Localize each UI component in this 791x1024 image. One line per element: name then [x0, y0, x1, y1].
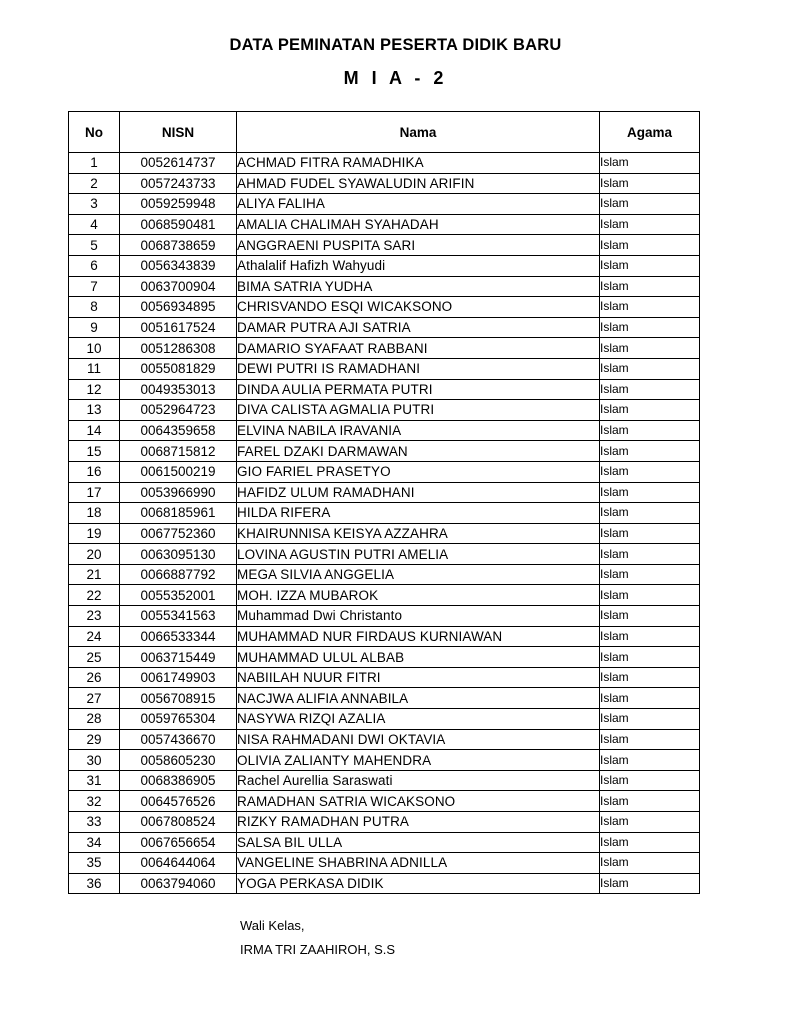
cell-no: 6	[69, 255, 120, 276]
cell-nama: HILDA RIFERA	[237, 503, 600, 524]
table-row	[69, 317, 700, 338]
table-row	[69, 647, 700, 668]
table-row	[69, 255, 700, 276]
cell-nisn: 0061500219	[120, 461, 237, 482]
cell-agama: Islam	[600, 770, 700, 791]
cell-no: 31	[69, 770, 120, 791]
cell-nisn: 0066533344	[120, 626, 237, 647]
cell-no: 12	[69, 379, 120, 400]
table-row	[69, 523, 700, 544]
cell-nisn: 0049353013	[120, 379, 237, 400]
table-row	[69, 729, 700, 750]
cell-nisn: 0063095130	[120, 544, 237, 565]
table-row	[69, 379, 700, 400]
cell-no: 36	[69, 873, 120, 894]
cell-nisn: 0063700904	[120, 276, 237, 297]
cell-nisn: 0055081829	[120, 358, 237, 379]
cell-nisn: 0052614737	[120, 153, 237, 174]
cell-no: 26	[69, 667, 120, 688]
cell-nisn: 0057243733	[120, 173, 237, 194]
table-row	[69, 214, 700, 235]
cell-nisn: 0061749903	[120, 667, 237, 688]
cell-agama: Islam	[600, 276, 700, 297]
cell-nama: FAREL DZAKI DARMAWAN	[237, 441, 600, 462]
cell-agama: Islam	[600, 729, 700, 750]
table-row	[69, 297, 700, 318]
cell-nisn: 0063715449	[120, 647, 237, 668]
table-row	[69, 709, 700, 730]
document-title: DATA PEMINATAN PESERTA DIDIK BARU	[229, 36, 562, 54]
cell-agama: Islam	[600, 358, 700, 379]
table-row	[69, 606, 700, 627]
cell-nisn: 0066887792	[120, 564, 237, 585]
table-row	[69, 235, 700, 256]
cell-nama: MOH. IZZA MUBAROK	[237, 585, 600, 606]
cell-nama: KHAIRUNNISA KEISYA AZZAHRA	[237, 523, 600, 544]
cell-nama: DIVA CALISTA AGMALIA PUTRI	[237, 400, 600, 421]
table-row	[69, 832, 700, 853]
cell-nama: BIMA SATRIA YUDHA	[237, 276, 600, 297]
cell-agama: Islam	[600, 647, 700, 668]
cell-nisn: 0068185961	[120, 503, 237, 524]
cell-nisn: 0055352001	[120, 585, 237, 606]
cell-agama: Islam	[600, 338, 700, 359]
table-row	[69, 853, 700, 874]
cell-agama: Islam	[600, 461, 700, 482]
cell-no: 8	[69, 297, 120, 318]
cell-no: 15	[69, 441, 120, 462]
cell-nama: LOVINA AGUSTIN PUTRI AMELIA	[237, 544, 600, 565]
cell-no: 11	[69, 358, 120, 379]
cell-no: 24	[69, 626, 120, 647]
cell-agama: Islam	[600, 400, 700, 421]
table-row	[69, 688, 700, 709]
table-row	[69, 750, 700, 771]
cell-no: 17	[69, 482, 120, 503]
cell-agama: Islam	[600, 482, 700, 503]
cell-no: 27	[69, 688, 120, 709]
cell-nama: ELVINA NABILA IRAVANIA	[237, 420, 600, 441]
signature-role: Wali Kelas,	[240, 918, 305, 933]
cell-nama: OLIVIA ZALIANTY MAHENDRA	[237, 750, 600, 771]
cell-nama: NACJWA ALIFIA ANNABILA	[237, 688, 600, 709]
cell-no: 20	[69, 544, 120, 565]
cell-nama: ACHMAD FITRA RAMADHIKA	[237, 153, 600, 174]
cell-no: 28	[69, 709, 120, 730]
cell-agama: Islam	[600, 626, 700, 647]
cell-nisn: 0059259948	[120, 194, 237, 215]
cell-no: 30	[69, 750, 120, 771]
cell-nisn: 0057436670	[120, 729, 237, 750]
cell-agama: Islam	[600, 873, 700, 894]
cell-no: 10	[69, 338, 120, 359]
cell-no: 19	[69, 523, 120, 544]
cell-nama: NASYWA RIZQI AZALIA	[237, 709, 600, 730]
header-no: No	[69, 112, 120, 153]
cell-nama: Athalalif Hafizh Wahyudi	[237, 255, 600, 276]
cell-nisn: 0064644064	[120, 853, 237, 874]
cell-nama: MEGA SILVIA ANGGELIA	[237, 564, 600, 585]
cell-nama: MUHAMMAD NUR FIRDAUS KURNIAWAN	[237, 626, 600, 647]
table-row	[69, 585, 700, 606]
cell-nisn: 0056708915	[120, 688, 237, 709]
cell-nama: AHMAD FUDEL SYAWALUDIN ARIFIN	[237, 173, 600, 194]
table-row	[69, 173, 700, 194]
table-row	[69, 544, 700, 565]
cell-nisn: 0068386905	[120, 770, 237, 791]
table-row	[69, 194, 700, 215]
cell-nisn: 0058605230	[120, 750, 237, 771]
cell-no: 1	[69, 153, 120, 174]
cell-nisn: 0068590481	[120, 214, 237, 235]
table-header-row	[69, 112, 700, 153]
cell-nama: NABIILAH NUUR FITRI	[237, 667, 600, 688]
cell-nama: DAMARIO SYAFAAT RABBANI	[237, 338, 600, 359]
cell-no: 23	[69, 606, 120, 627]
cell-nama: CHRISVANDO ESQI WICAKSONO	[237, 297, 600, 318]
cell-agama: Islam	[600, 585, 700, 606]
cell-nama: VANGELINE SHABRINA ADNILLA	[237, 853, 600, 874]
cell-agama: Islam	[600, 544, 700, 565]
table-row	[69, 153, 700, 174]
cell-nisn: 0063794060	[120, 873, 237, 894]
cell-no: 16	[69, 461, 120, 482]
cell-nisn: 0056934895	[120, 297, 237, 318]
cell-nama: YOGA PERKASA DIDIK	[237, 873, 600, 894]
cell-agama: Islam	[600, 791, 700, 812]
cell-agama: Islam	[600, 606, 700, 627]
cell-nama: ALIYA FALIHA	[237, 194, 600, 215]
cell-nisn: 0059765304	[120, 709, 237, 730]
cell-no: 2	[69, 173, 120, 194]
cell-agama: Islam	[600, 503, 700, 524]
cell-agama: Islam	[600, 255, 700, 276]
table-row	[69, 503, 700, 524]
cell-nisn: 0053966990	[120, 482, 237, 503]
cell-agama: Islam	[600, 297, 700, 318]
cell-agama: Islam	[600, 750, 700, 771]
signature-name: IRMA TRI ZAAHIROH, S.S	[240, 942, 396, 957]
cell-nama: DAMAR PUTRA AJI SATRIA	[237, 317, 600, 338]
cell-no: 5	[69, 235, 120, 256]
cell-nisn: 0064576526	[120, 791, 237, 812]
header-agama: Agama	[600, 112, 700, 153]
header-nama: Nama	[237, 112, 600, 153]
table-row	[69, 770, 700, 791]
table-row	[69, 420, 700, 441]
cell-no: 21	[69, 564, 120, 585]
cell-no: 18	[69, 503, 120, 524]
table-row	[69, 564, 700, 585]
cell-no: 7	[69, 276, 120, 297]
cell-no: 22	[69, 585, 120, 606]
cell-nama: SALSA BIL ULLA	[237, 832, 600, 853]
cell-nisn: 0056343839	[120, 255, 237, 276]
cell-nama: HAFIDZ ULUM RAMADHANI	[237, 482, 600, 503]
table-body	[69, 153, 700, 894]
cell-nama: Rachel Aurellia Saraswati	[237, 770, 600, 791]
table-row	[69, 812, 700, 833]
table-row	[69, 667, 700, 688]
cell-no: 4	[69, 214, 120, 235]
cell-nisn: 0068715812	[120, 441, 237, 462]
cell-nama: NISA RAHMADANI DWI OKTAVIA	[237, 729, 600, 750]
cell-nisn: 0051617524	[120, 317, 237, 338]
cell-agama: Islam	[600, 667, 700, 688]
cell-nama: RIZKY RAMADHAN PUTRA	[237, 812, 600, 833]
table-row	[69, 873, 700, 894]
cell-nisn: 0055341563	[120, 606, 237, 627]
cell-nisn: 0067752360	[120, 523, 237, 544]
cell-no: 13	[69, 400, 120, 421]
cell-agama: Islam	[600, 564, 700, 585]
table-row	[69, 441, 700, 462]
cell-agama: Islam	[600, 688, 700, 709]
cell-agama: Islam	[600, 709, 700, 730]
table-row	[69, 461, 700, 482]
table-row	[69, 276, 700, 297]
cell-agama: Islam	[600, 173, 700, 194]
cell-agama: Islam	[600, 153, 700, 174]
cell-agama: Islam	[600, 523, 700, 544]
table-row	[69, 338, 700, 359]
cell-agama: Islam	[600, 379, 700, 400]
cell-agama: Islam	[600, 214, 700, 235]
table-row	[69, 626, 700, 647]
cell-agama: Islam	[600, 235, 700, 256]
cell-no: 32	[69, 791, 120, 812]
cell-nama: DEWI PUTRI IS RAMADHANI	[237, 358, 600, 379]
student-table	[68, 111, 700, 894]
cell-nisn: 0067808524	[120, 812, 237, 833]
cell-nisn: 0067656654	[120, 832, 237, 853]
cell-agama: Islam	[600, 317, 700, 338]
cell-agama: Islam	[600, 812, 700, 833]
cell-nisn: 0064359658	[120, 420, 237, 441]
cell-no: 35	[69, 853, 120, 874]
cell-no: 34	[69, 832, 120, 853]
cell-nama: GIO FARIEL PRASETYO	[237, 461, 600, 482]
cell-no: 25	[69, 647, 120, 668]
cell-nisn: 0052964723	[120, 400, 237, 421]
cell-nama: RAMADHAN SATRIA WICAKSONO	[237, 791, 600, 812]
cell-nama: ANGGRAENI PUSPITA SARI	[237, 235, 600, 256]
cell-no: 14	[69, 420, 120, 441]
cell-nisn: 0068738659	[120, 235, 237, 256]
table-row	[69, 482, 700, 503]
cell-nama: MUHAMMAD ULUL ALBAB	[237, 647, 600, 668]
cell-nama: AMALIA CHALIMAH SYAHADAH	[237, 214, 600, 235]
header-nisn: NISN	[120, 112, 237, 153]
class-subtitle: M I A - 2	[343, 68, 448, 88]
table-row	[69, 791, 700, 812]
cell-no: 29	[69, 729, 120, 750]
cell-no: 33	[69, 812, 120, 833]
cell-agama: Islam	[600, 441, 700, 462]
table-row	[69, 358, 700, 379]
cell-nisn: 0051286308	[120, 338, 237, 359]
cell-nama: Muhammad Dwi Christanto	[237, 606, 600, 627]
cell-no: 9	[69, 317, 120, 338]
cell-agama: Islam	[600, 420, 700, 441]
cell-agama: Islam	[600, 853, 700, 874]
cell-agama: Islam	[600, 194, 700, 215]
table-row	[69, 400, 700, 421]
cell-no: 3	[69, 194, 120, 215]
cell-nama: DINDA AULIA PERMATA PUTRI	[237, 379, 600, 400]
cell-agama: Islam	[600, 832, 700, 853]
